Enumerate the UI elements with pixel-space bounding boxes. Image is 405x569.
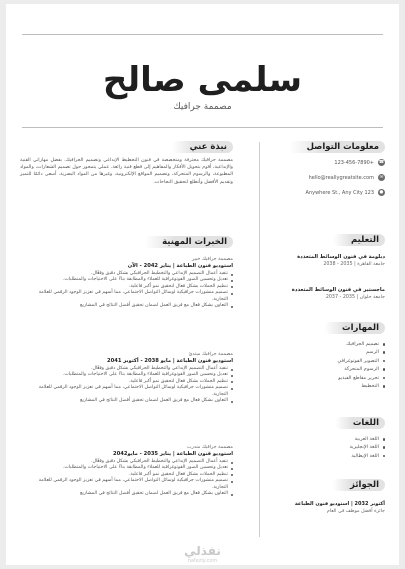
experience-bullet: تصميم منشورات جرافيكية لوسائل التواصل الاجتماعي، مما أسهم في تعزيز الوجود الرقمي للعلامة التجارية. xyxy=(22,385,233,398)
experience-bullet: التعاون بشكل فعال مع فريق العمل لضمان تحقيق أفضل النتائج في المشاريع xyxy=(22,398,233,404)
education-degree: دبلومة في فنون الوسائط المتعددة xyxy=(297,254,385,260)
experience-role: مصممة جرافيك مبتدئ xyxy=(188,352,233,357)
skill-item: الرسم xyxy=(285,348,385,356)
section-title-contact: معلومات التواصل xyxy=(289,141,385,153)
skill-item: الرسوم المتحركة xyxy=(285,365,385,373)
section-title-experience: الخبرات المهنية xyxy=(144,236,233,248)
contact-email xyxy=(309,174,385,181)
experience-bullet: تنظيم الحملات بشكل فعال لتحقيق نمو أكبر فاعلية. xyxy=(22,284,233,290)
experience-item-3 xyxy=(22,445,233,497)
experience-bullet: تصميم منشورات جرافيكية لوسائل التواصل الاجتماعي، مما أسهم في تعزيز الوجود الرقمي للعلامة التجارية. xyxy=(22,290,233,303)
award-item xyxy=(273,501,385,514)
experience-role: مصممة جرافيك خبير xyxy=(191,257,233,262)
education-item-2 xyxy=(273,287,385,300)
award-desc: جائزة أفضل موظف في العام xyxy=(326,509,385,514)
experience-bullet: تعديل وتحسين الصور الفوتوغرافية للعملاء والمطابقة بناءً على الاحتياجات والمتطلبات. xyxy=(22,277,233,283)
about-text: مصممة جرافيك محترفة ومتخصصة في فنون التخطيط الإبداعي وتصميم الجرافيك. بفضل مهاراتي الفنية والإبداعية، أقوم بتحويل الأفكار والمفاهيم إلى قطع فنية رائعة. عملي يتمحور حول تصميم الشعارات، والمواد المطبوعة، والرسوم المتحركة، وتصميم المواقع الإلكترونية، وغيرها من المواد البصرية. أسعى دائمًا للتميز وتقديم الأفضل وأتطلع لتحقيق النجاحات. xyxy=(20,158,233,185)
experience-bullet: التعاون بشكل فعال مع فريق العمل لضمان تحقيق أفضل النتائج في المشاريع xyxy=(22,491,233,497)
experience-bullet: تنظيم الحملات بشكل فعال لتحقيق نمو أكبر فاعلية. xyxy=(22,379,233,385)
education-item-1 xyxy=(273,254,385,267)
person-name: سلمى صالح xyxy=(102,60,303,100)
language-item: اللغة الإيطالية xyxy=(285,452,385,460)
language-item: اللغة الإنجليزية xyxy=(285,443,385,451)
contact-email-text: hello@reallygreatsite.com xyxy=(308,174,374,181)
skill-item: تحرير مقاطع الفيديو xyxy=(285,374,385,382)
experience-item-1 xyxy=(22,257,233,309)
skill-item: تصميم الجرافيك xyxy=(285,340,385,348)
phone-icon: ☎ xyxy=(378,160,385,165)
education-meta: جامعة حلوان | 2035 - 2037 xyxy=(325,295,385,300)
experience-bullets xyxy=(22,459,233,497)
education-meta: جامعة القاهرة | 2035 - 2038 xyxy=(323,262,385,267)
section-title-education: التعليم xyxy=(333,234,385,246)
experience-company: استوديو فنون الطباعة | يناير 2035 - مايو2042 xyxy=(113,451,233,457)
experience-bullet: التعاون بشكل فعال مع فريق العمل لضمان تحقيق أفضل النتائج في المشاريع xyxy=(22,303,233,309)
experience-bullet: تنظيم الحملات بشكل فعال لتحقيق نمو أكبر فاعلية. xyxy=(22,472,233,478)
languages-list xyxy=(285,435,385,460)
column-divider xyxy=(259,142,260,537)
watermark-logo xyxy=(6,544,399,564)
award-line: أكتوبر 2032 | استوديو فنون الطباعة xyxy=(294,501,385,507)
experience-bullet: تنفيذ أعمال التصميم الإبداعي والتخطيط الجرافيكي بشكل دقيق وفعّال. xyxy=(22,459,233,465)
experience-bullet: تنفيذ أعمال التصميم الإبداعي والتخطيط الجرافيكي بشكل دقيق وفعّال. xyxy=(22,271,233,277)
experience-bullet: تنفيذ أعمال التصميم الإبداعي والتخطيط الجرافيكي بشكل دقيق وفعّال. xyxy=(22,366,233,372)
contact-block xyxy=(285,159,385,199)
experience-company: استوديو فنون الطباعة | مايو 2038 - أكتوبر 2041 xyxy=(107,358,233,364)
experience-bullets xyxy=(22,271,233,309)
section-title-about: نبذة عني xyxy=(172,141,233,153)
skill-item: التخطيط xyxy=(285,382,385,390)
watermark-text: نفذلي xyxy=(184,544,221,558)
language-item: اللغة العربية xyxy=(285,435,385,443)
mail-icon: ✉ xyxy=(379,175,384,180)
header-top-divider xyxy=(22,34,383,35)
experience-bullet: تعديل وتحسين الصور الفوتوغرافية للعملاء والمطابقة بناءً على الاحتياجات والمتطلبات. xyxy=(22,465,233,471)
contact-address xyxy=(306,189,385,196)
section-title-languages: اللغات xyxy=(335,417,385,429)
experience-bullets xyxy=(22,366,233,404)
location-icon: ● xyxy=(379,190,384,195)
contact-address-text: Anywhere St., Any City 123 xyxy=(305,189,374,196)
contact-phone xyxy=(334,159,385,166)
person-title: مصممة جرافيك xyxy=(173,102,232,112)
experience-role: مصممة جرافيك متدرب xyxy=(187,445,233,450)
skill-item: التصوير الفوتوغرافي xyxy=(285,357,385,365)
experience-bullet: تعديل وتحسين الصور الفوتوغرافية للعملاء والمطابقة بناءً على الاحتياجات والمتطلبات. xyxy=(22,372,233,378)
experience-bullet: تصميم منشورات جرافيكية لوسائل التواصل الاجتماعي، مما أسهم في تعزيز الوجود الرقمي للعلامة التجارية. xyxy=(22,478,233,491)
watermark-url: nafezly.com xyxy=(187,558,218,564)
section-title-skills: المهارات xyxy=(324,322,385,334)
header-bottom-divider xyxy=(22,127,383,128)
education-degree: ماجستير في فنون الوسائط المتعددة xyxy=(291,287,385,293)
experience-item-2 xyxy=(22,352,233,404)
contact-phone-text: 123-456-7890+ xyxy=(334,159,374,166)
skills-list xyxy=(285,340,385,390)
section-title-awards: الجوائز xyxy=(332,479,385,491)
experience-company: استوديو فنون الطباعة | يناير 2042 - الآن xyxy=(127,263,233,269)
resume-sheet xyxy=(6,4,399,565)
